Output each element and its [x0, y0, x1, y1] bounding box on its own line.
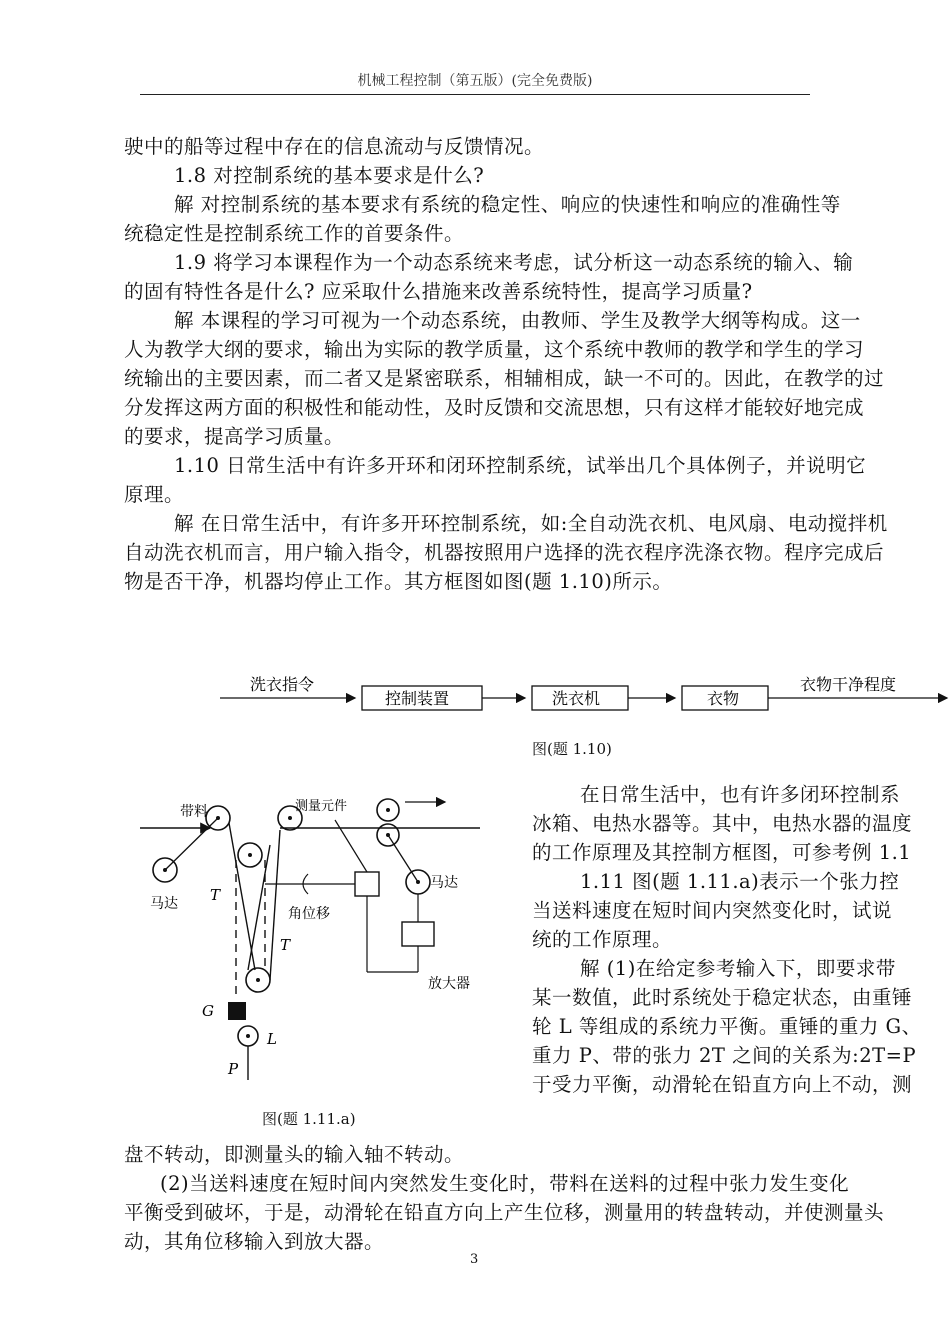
answer-1-10: 解 在日常生活中，有许多开环控制系统，如:全自动洗衣机、电风扇、电动搅拌机 — [174, 512, 888, 535]
text-line: 平衡受到破坏，于是，动滑轮在铅直方向上产生位移，测量用的转盘转动，并使测量头 — [124, 1201, 885, 1224]
fig111-angle-label: 角位移 — [288, 906, 330, 922]
text-line: 自动洗衣机而言，用户输入指令，机器按照用户选择的洗衣程序洗涤衣物。程序完成后 — [124, 541, 885, 564]
text-block-right — [532, 780, 922, 1099]
page-number: 3 — [470, 1252, 479, 1267]
fig111-t-label-2: T — [280, 936, 291, 954]
text-line: 原理。 — [124, 483, 185, 506]
text-line: 盘不转动，即测量头的输入轴不转动。 — [124, 1143, 465, 1166]
fig111-g-label: G — [202, 1002, 214, 1020]
text-line: 的固有特性各是什么? 应采取什么措施来改善系统特性，提高学习质量? — [124, 280, 753, 303]
text-line: (2)当送料速度在短时间内突然发生变化时，带料在送料的过程中张力发生变化 — [160, 1172, 850, 1195]
text-block-top — [124, 132, 888, 596]
fig111-caption: 图(题 1.11.a) — [262, 1110, 356, 1128]
text-line: 统输出的主要因素，而二者又是紧密联系，相辅相成，缺一不可的。因此，在教学的过 — [124, 367, 885, 390]
text-line: 驶中的船等过程中存在的信息流动与反馈情况。 — [124, 135, 545, 158]
text-line: 某一数值，此时系统处于稳定状态，由重锤 — [532, 986, 913, 1009]
fig111-band-label: 带料 — [180, 804, 208, 820]
running-header: 机械工程控制（第五版）(完全免费版) — [140, 70, 810, 95]
text-line: 统稳定性是控制系统工作的首要条件。 — [124, 222, 465, 245]
fig111-p-label: P — [228, 1060, 239, 1078]
text-line: 的要求，提高学习质量。 — [124, 425, 345, 448]
fig110-input-label: 洗衣指令 — [250, 675, 315, 694]
figure-1-11a-tension-control — [130, 790, 500, 1090]
text-line: 重力 P、带的张力 2T 之间的关系为:2T=P — [532, 1044, 917, 1067]
text-line: 物是否干净，机器均停止工作。其方框图如图(题 1.10)所示。 — [124, 570, 673, 593]
fig110-caption: 图(题 1.10) — [532, 740, 612, 758]
text-line: 在日常生活中，也有许多闭环控制系 — [580, 783, 901, 806]
figure-1-10-block-diagram — [215, 668, 950, 720]
fig110-box-controller: 控制装置 — [385, 689, 450, 708]
text-line: 轮 L 等组成的系统力平衡。重锤的重力 G、 — [532, 1015, 922, 1038]
text-line: 冰箱、电热水器等。其中，电热水器的温度 — [532, 812, 913, 835]
fig111-l-label: L — [267, 1030, 277, 1048]
fig111-motor-right: 马达 — [430, 875, 458, 891]
fig110-box-clothes: 衣物 — [707, 689, 740, 708]
question-1-10: 1.10 日常生活中有许多开环和闭环控制系统，试举出几个具体例子，并说明它 — [174, 454, 867, 477]
text-block-bottom — [124, 1140, 884, 1256]
text-line: 的工作原理及其控制方框图，可参考例 1.1 — [532, 841, 912, 864]
fig110-output-label: 衣物干净程度 — [800, 675, 897, 694]
text-line: 于受力平衡，动滑轮在铅直方向上不动，测 — [532, 1073, 913, 1096]
text-line: 分发挥这两方面的积极性和能动性，及时反馈和交流思想，只有这样才能较好地完成 — [124, 396, 865, 419]
fig111-motor-left: 马达 — [150, 896, 178, 912]
fig111-sensor-label: 测量元件 — [295, 799, 348, 814]
answer-1-8: 解 对控制系统的基本要求有系统的稳定性、响应的快速性和响应的准确性等 — [174, 193, 841, 216]
question-1-9: 1.9 将学习本课程作为一个动态系统来考虑，试分析这一动态系统的输入、输 — [174, 251, 854, 274]
text-line: 当送料速度在短时间内突然变化时，试说 — [532, 899, 893, 922]
text-line: 统的工作原理。 — [532, 928, 673, 951]
text-line: 动，其角位移输入到放大器。 — [124, 1230, 385, 1253]
fig111-t-label-1: T — [210, 886, 221, 904]
fig111-amplifier-label: 放大器 — [428, 976, 470, 992]
question-1-8: 1.8 对控制系统的基本要求是什么? — [174, 164, 485, 187]
text-line: 人为教学大纲的要求，输出为实际的教学质量，这个系统中教师的教学和学生的学习 — [124, 338, 865, 361]
answer-1-11: 解 (1)在给定参考输入下，即要求带 — [580, 957, 896, 980]
fig110-box-washer: 洗衣机 — [552, 689, 601, 708]
question-1-11: 1.11 图(题 1.11.a)表示一个张力控 — [580, 870, 900, 893]
answer-1-9: 解 本课程的学习可视为一个动态系统，由教师、学生及教学大纲等构成。这一 — [174, 309, 861, 332]
